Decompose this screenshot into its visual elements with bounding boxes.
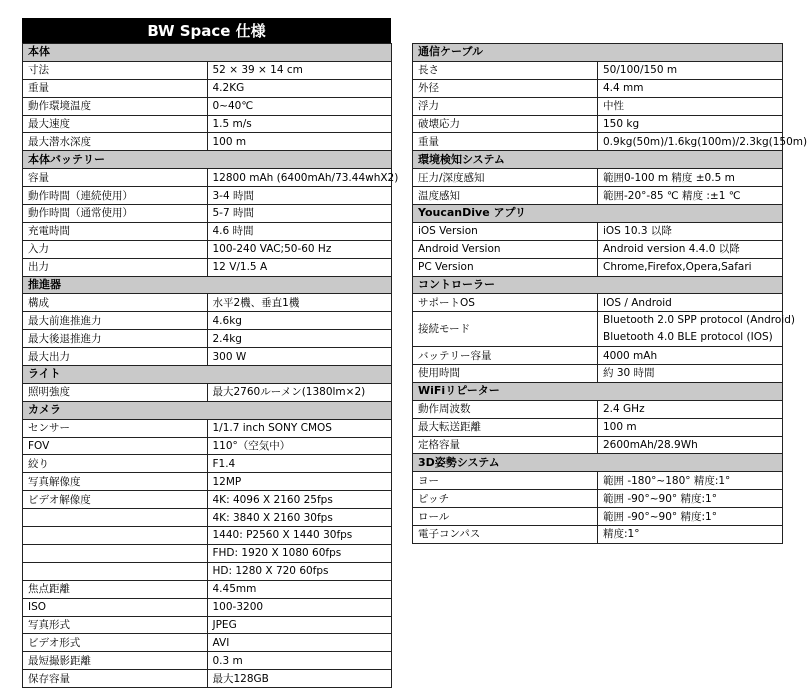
spec-label: センサー	[23, 419, 208, 437]
spec-value: Chrome,Firefox,Opera,Safari	[598, 258, 783, 276]
spec-label: 動作環境温度	[23, 97, 208, 115]
section-header-row	[413, 44, 783, 62]
spec-row	[413, 240, 783, 258]
spec-label: 動作時間（通常使用）	[23, 205, 208, 223]
spec-value: 精度:1°	[598, 526, 783, 544]
section-header-row	[413, 151, 783, 169]
spec-value: 50/100/150 m	[598, 61, 783, 79]
spec-value: 範囲0-100 m 精度 ±0.5 m	[598, 169, 783, 187]
spec-row	[23, 258, 392, 276]
section-header-row	[23, 276, 392, 294]
spec-value: 110°（空気中）	[207, 437, 392, 455]
spec-label: 最大出力	[23, 348, 208, 366]
spec-label: 絞り	[23, 455, 208, 473]
spec-label: 保存容量	[23, 670, 208, 688]
spec-label: サポートOS	[413, 294, 598, 312]
section-title: YoucanDive アプリ	[413, 205, 783, 223]
section-header-row	[23, 151, 392, 169]
spec-value: 5-7 時間	[207, 205, 392, 223]
spec-value: iOS 10.3 以降	[598, 222, 783, 240]
spec-row	[413, 294, 783, 312]
spec-label: 重量	[23, 79, 208, 97]
spec-row	[23, 169, 392, 187]
spec-label: PC Version	[413, 258, 598, 276]
spec-label: 寸法	[23, 61, 208, 79]
spec-value: 12MP	[207, 473, 392, 491]
spec-label: 写真解像度	[23, 473, 208, 491]
spec-value: 12 V/1.5 A	[207, 258, 392, 276]
spec-value: HD: 1280 X 720 60fps	[207, 562, 392, 580]
section-title: ライト	[23, 366, 392, 384]
spec-value: FHD: 1920 X 1080 60fps	[207, 544, 392, 562]
section-header-row	[23, 44, 392, 62]
spec-value-line: Bluetooth 2.0 SPP protocol (Android)	[603, 314, 795, 327]
spec-value: 4.6 時間	[207, 222, 392, 240]
spec-label: ロール	[413, 508, 598, 526]
spec-value: 2.4kg	[207, 330, 392, 348]
section-title: 環境検知システム	[413, 151, 783, 169]
spec-label	[23, 527, 208, 545]
spec-row	[23, 383, 392, 401]
spec-label: 充電時間	[23, 222, 208, 240]
spec-value: 150 kg	[598, 115, 783, 133]
spec-label: 使用時間	[413, 365, 598, 383]
spec-row	[413, 365, 783, 383]
spec-value: 100-3200	[207, 598, 392, 616]
spec-value: 100-240 VAC;50-60 Hz	[207, 240, 392, 258]
spec-label	[23, 562, 208, 580]
spec-value: 範囲-20°-85 ℃ 精度 :±1 ℃	[598, 187, 783, 205]
spec-label: 電子コンパス	[413, 526, 598, 544]
spec-value: 1.5 m/s	[207, 115, 392, 133]
spec-value: 最大128GB	[207, 670, 392, 688]
spec-label: ヨー	[413, 472, 598, 490]
section-title: WiFiリピーター	[413, 382, 783, 400]
spec-label: ISO	[23, 598, 208, 616]
spec-value: 約 30 時間	[598, 365, 783, 383]
spec-row	[23, 562, 392, 580]
spec-value: 100 m	[598, 418, 783, 436]
section-title: 本体バッテリー	[23, 151, 392, 169]
spec-label: 破壊応力	[413, 115, 598, 133]
spec-label: 最大速度	[23, 115, 208, 133]
spec-table-left	[22, 43, 399, 688]
spec-value: 4.45mm	[207, 580, 392, 598]
spec-value: 最大2760ルーメン(1380lm×2)	[207, 383, 392, 401]
spec-row	[413, 79, 783, 97]
spec-row	[413, 115, 783, 133]
spec-value: 1/1.7 inch SONY CMOS	[207, 419, 392, 437]
spec-row	[23, 491, 392, 509]
spec-row	[23, 634, 392, 652]
spec-label: FOV	[23, 437, 208, 455]
spec-row	[413, 312, 783, 347]
spec-row	[413, 133, 783, 151]
spec-value: 4K: 4096 X 2160 25fps	[207, 491, 392, 509]
section-title: 通信ケーブル	[413, 44, 783, 62]
spec-row	[23, 544, 392, 562]
spec-row	[23, 115, 392, 133]
spec-label: 焦点距離	[23, 580, 208, 598]
spec-label: 外径	[413, 79, 598, 97]
spec-title: BW Space 仕様	[22, 18, 391, 43]
spec-row	[23, 205, 392, 223]
spec-row	[23, 473, 392, 491]
spec-row	[23, 79, 392, 97]
spec-label: ビデオ形式	[23, 634, 208, 652]
spec-row	[413, 508, 783, 526]
spec-row	[413, 347, 783, 365]
spec-value: 4.6kg	[207, 312, 392, 330]
spec-label: Android Version	[413, 240, 598, 258]
spec-row	[23, 330, 392, 348]
spec-label: 最短撮影距離	[23, 652, 208, 670]
spec-value: 4.2KG	[207, 79, 392, 97]
spec-value: 2600mAh/28.9Wh	[598, 436, 783, 454]
spec-label: バッテリー容量	[413, 347, 598, 365]
spec-label: 温度感知	[413, 187, 598, 205]
spec-row	[413, 222, 783, 240]
spec-value: 1440: P2560 X 1440 30fps	[207, 527, 392, 545]
spec-row	[23, 348, 392, 366]
spec-row	[413, 472, 783, 490]
spec-label: 最大後退推進力	[23, 330, 208, 348]
spec-label: 重量	[413, 133, 598, 151]
spec-label: 最大潜水深度	[23, 133, 208, 151]
spec-row	[23, 97, 392, 115]
spec-row	[413, 61, 783, 79]
spec-label: iOS Version	[413, 222, 598, 240]
spec-row	[23, 652, 392, 670]
spec-value: AVI	[207, 634, 392, 652]
spec-row	[23, 437, 392, 455]
section-title: カメラ	[23, 401, 392, 419]
spec-value: 0~40℃	[207, 97, 392, 115]
spec-row	[413, 400, 783, 418]
spec-row	[23, 598, 392, 616]
spec-value: 範囲 -90°~90° 精度:1°	[598, 490, 783, 508]
spec-label	[23, 544, 208, 562]
spec-value: 範囲 -90°~90° 精度:1°	[598, 508, 783, 526]
section-title: 本体	[23, 44, 392, 62]
spec-row	[413, 418, 783, 436]
spec-value: 0.9kg(50m)/1.6kg(100m)/2.3kg(150m)	[598, 133, 783, 151]
spec-label: 浮力	[413, 97, 598, 115]
spec-label: 動作時間（連続使用）	[23, 187, 208, 205]
section-title: コントローラー	[413, 276, 783, 294]
spec-value: 3-4 時間	[207, 187, 392, 205]
spec-label	[23, 509, 208, 527]
section-title: 推進器	[23, 276, 392, 294]
spec-value: 12800 mAh (6400mAh/73.44whX2)	[207, 169, 392, 187]
spec-value: 300 W	[207, 348, 392, 366]
spec-table-right-body	[413, 44, 807, 544]
spec-value: F1.4	[207, 455, 392, 473]
spec-row	[23, 616, 392, 634]
spec-label: 出力	[23, 258, 208, 276]
spec-label: 写真形式	[23, 616, 208, 634]
spec-row	[23, 187, 392, 205]
spec-value: 2.4 GHz	[598, 400, 783, 418]
spec-value: 水平2機、垂直1機	[207, 294, 392, 312]
spec-label: 接続モード	[413, 312, 598, 347]
spec-row	[23, 312, 392, 330]
spec-row	[23, 419, 392, 437]
section-header-row	[413, 276, 783, 294]
section-header-row	[23, 401, 392, 419]
section-header-row	[413, 382, 783, 400]
spec-value: JPEG	[207, 616, 392, 634]
spec-row	[413, 490, 783, 508]
section-header-row	[413, 454, 783, 472]
spec-row	[413, 97, 783, 115]
spec-table-left-body	[23, 44, 399, 688]
spec-value: 0.3 m	[207, 652, 392, 670]
spec-label: 最大転送距離	[413, 418, 598, 436]
spec-label: 照明強度	[23, 383, 208, 401]
spec-row	[23, 670, 392, 688]
spec-label: 最大前進推進力	[23, 312, 208, 330]
spec-value: 4.4 mm	[598, 79, 783, 97]
spec-value: Android version 4.4.0 以降	[598, 240, 783, 258]
spec-row	[23, 61, 392, 79]
spec-row	[23, 222, 392, 240]
spec-label: 圧力/深度感知	[413, 169, 598, 187]
spec-row	[23, 455, 392, 473]
spec-value: 100 m	[207, 133, 392, 151]
spec-label: 動作周波数	[413, 400, 598, 418]
spec-label: 入力	[23, 240, 208, 258]
spec-label: ピッチ	[413, 490, 598, 508]
spec-row	[23, 294, 392, 312]
spec-row	[23, 133, 392, 151]
spec-row	[23, 580, 392, 598]
spec-row	[23, 509, 392, 527]
spec-table-right	[412, 43, 807, 544]
spec-label: 構成	[23, 294, 208, 312]
spec-row	[23, 240, 392, 258]
spec-label: ビデオ解像度	[23, 491, 208, 509]
spec-value: 4K: 3840 X 2160 30fps	[207, 509, 392, 527]
spec-row	[413, 526, 783, 544]
spec-row	[413, 169, 783, 187]
spec-value-line: Bluetooth 4.0 BLE protocol (IOS)	[603, 331, 773, 344]
spec-label: 容量	[23, 169, 208, 187]
spec-value: IOS / Android	[598, 294, 783, 312]
spec-value: 中性	[598, 97, 783, 115]
spec-row	[413, 187, 783, 205]
section-header-row	[23, 366, 392, 384]
spec-row	[413, 436, 783, 454]
spec-row	[23, 527, 392, 545]
section-title: 3D姿勢システム	[413, 454, 783, 472]
spec-value: 52 × 39 × 14 cm	[207, 61, 392, 79]
spec-value: 範囲 -180°~180° 精度:1°	[598, 472, 783, 490]
spec-value	[598, 312, 795, 347]
spec-label: 定格容量	[413, 436, 598, 454]
spec-value: 4000 mAh	[598, 347, 783, 365]
section-header-row	[413, 205, 783, 223]
spec-label: 長さ	[413, 61, 598, 79]
spec-row	[413, 258, 783, 276]
